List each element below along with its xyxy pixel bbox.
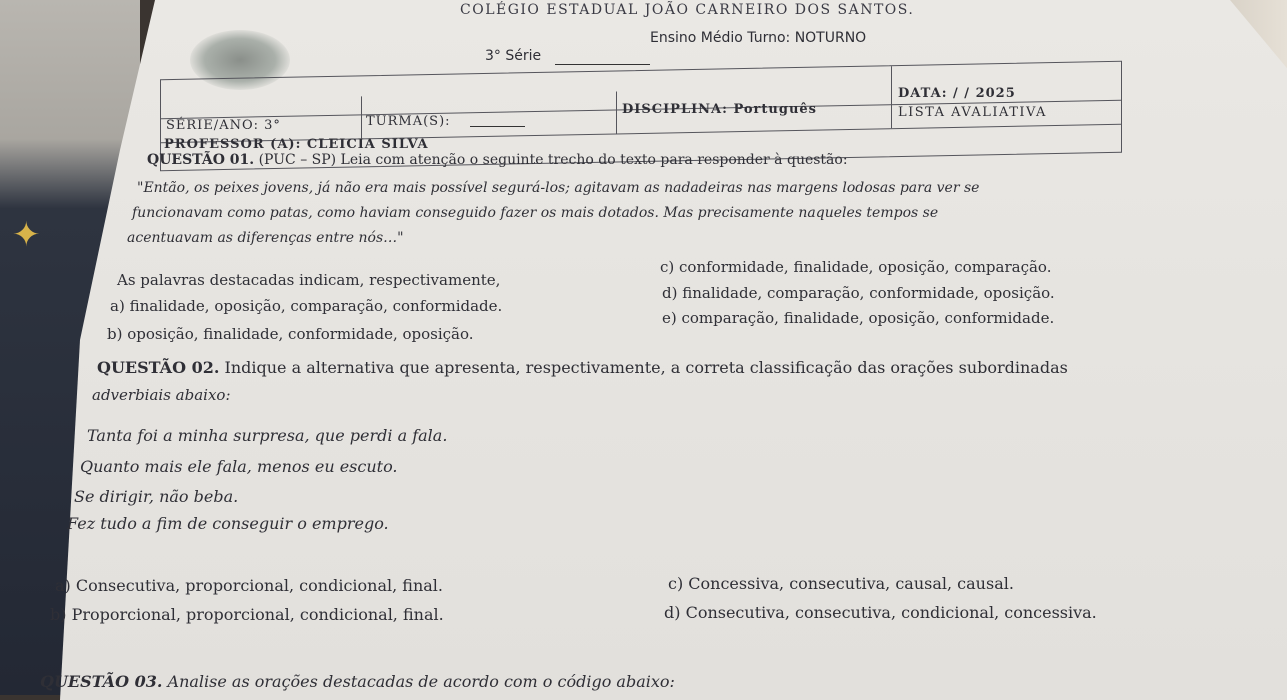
- question-2-option-d: d) Consecutiva, consecutiva, condicional, concessiva.: [664, 603, 1097, 622]
- question-2-option-a: a) Consecutiva, proporcional, condicional, final.: [55, 576, 443, 595]
- question-2-option-c: c) Concessiva, consecutiva, causal, causal.: [668, 574, 1014, 593]
- header-col-divider: [616, 91, 617, 133]
- question-2-sentence: Se dirigir, não beba.: [74, 487, 239, 506]
- question-1-stem: As palavras destacadas indicam, respectivamente,: [117, 271, 501, 289]
- date-field: DATA: / / 2025: [898, 86, 1016, 101]
- question-3-header: [40, 672, 675, 691]
- professor-field: PROFESSOR (A): CLEICIA SILVA: [164, 137, 429, 152]
- question-1-quote-line: funcionavam como patas, como haviam conseguido fazer os mais dotados. Mas precisamente naqueles tempos se: [132, 205, 939, 221]
- ensino-turno: Ensino Médio Turno: NOTURNO: [650, 30, 867, 46]
- header-col-divider: [361, 96, 362, 138]
- question-3-prompt: Analise as orações destacadas de acordo com o código abaixo:: [162, 672, 675, 691]
- question-2-subprompt: adverbiais abaixo:: [92, 386, 231, 404]
- serie-ano-field: SÉRIE/ANO: 3°: [166, 118, 281, 133]
- serie-blank-line: [555, 64, 650, 65]
- question-1-header: [147, 152, 848, 168]
- question-2-title: QUESTÃO 02.: [97, 358, 220, 377]
- question-1-option-e: e) comparação, finalidade, oposição, conformidade.: [662, 309, 1055, 327]
- question-1-quote-line: "Então, os peixes jovens, já não era mais possível segurá-los; agitavam as nadadeiras nas margens lodosas para ver se: [137, 180, 980, 196]
- question-2-header: [97, 358, 1068, 377]
- question-1-title: QUESTÃO 01.: [147, 152, 255, 168]
- question-2-option-b: b) Proporcional, proporcional, condicional, final.: [50, 605, 444, 624]
- question-1-option-a: a) finalidade, oposição, comparação, conformidade.: [110, 297, 503, 315]
- question-1-option-d: d) finalidade, comparação, conformidade, oposição.: [662, 284, 1055, 302]
- turma-blank-line: [470, 126, 525, 127]
- header-col-divider: [891, 66, 892, 128]
- question-1-option-b: b) oposição, finalidade, conformidade, oposição.: [107, 325, 474, 343]
- question-2-sentence: Tanta foi a minha surpresa, que perdi a fala.: [87, 426, 448, 445]
- disciplina-field: DISCIPLINA: Português: [622, 102, 817, 117]
- star-decoration-icon: ✦: [12, 215, 41, 255]
- question-2-sentence: Fez tudo a fim de conseguir o emprego.: [67, 514, 389, 533]
- lista-avaliativa-label: LISTA AVALIATIVA: [898, 105, 1047, 120]
- serie-label: 3° Série: [485, 48, 542, 64]
- question-1-quote-line: acentuavam as diferenças entre nós…": [127, 230, 404, 246]
- school-name: COLÉGIO ESTADUAL JOÃO CARNEIRO DOS SANTOS.: [460, 2, 915, 18]
- question-1-option-c: c) conformidade, finalidade, oposição, comparação.: [660, 258, 1052, 276]
- question-3-title: QUESTÃO 03.: [40, 672, 163, 691]
- question-1-prompt: (PUC – SP) Leia com atenção o seguinte trecho do texto para responder à questão:: [254, 152, 848, 168]
- question-2-prompt: Indique a alternativa que apresenta, respectivamente, a correta classificação das orações subordinadas: [219, 358, 1068, 377]
- question-2-sentence: Quanto mais ele fala, menos eu escuto.: [80, 457, 398, 476]
- turma-field: TURMA(S):: [366, 114, 451, 129]
